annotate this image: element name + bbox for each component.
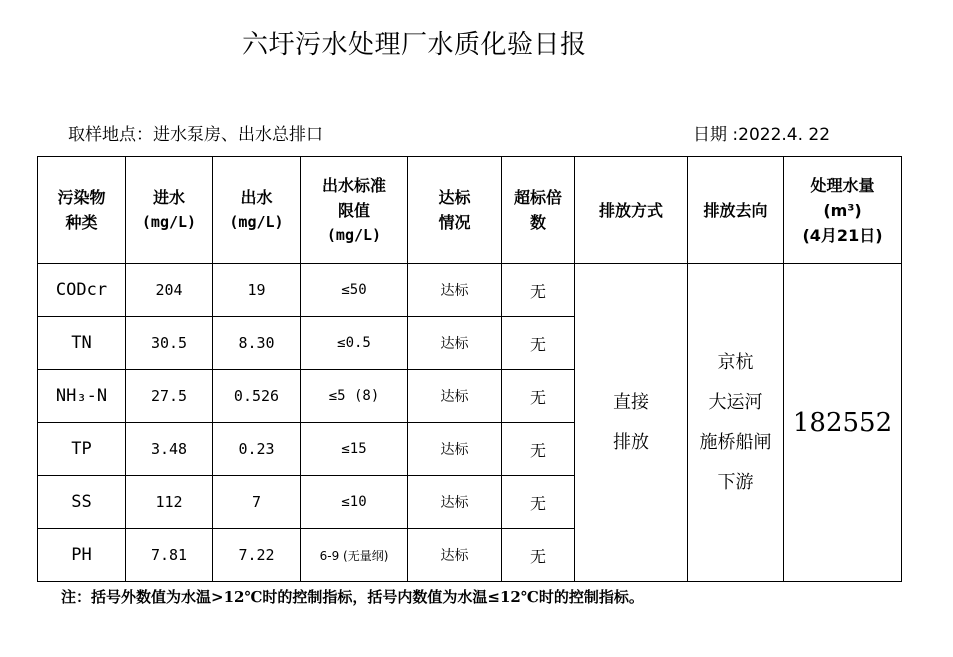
header-effluent xyxy=(213,157,301,264)
exceed-cell: 无 xyxy=(502,529,575,582)
influent-cell: 204 xyxy=(126,264,213,317)
effluent-cell: 7.22 xyxy=(213,529,301,582)
header-limit xyxy=(301,157,408,264)
pollutant-cell: CODcr xyxy=(38,264,126,317)
discharge-direction-line4: 下游 xyxy=(717,471,754,493)
exceed-cell: 无 xyxy=(502,423,575,476)
header-volume xyxy=(784,157,902,264)
discharge-method-line1: 直接 xyxy=(613,391,649,413)
header-status-line2: 情况 xyxy=(438,213,471,232)
influent-cell: 3.48 xyxy=(126,423,213,476)
pollutant-cell: PH xyxy=(38,529,126,582)
header-effluent-unit: (mg/L) xyxy=(229,213,284,231)
exceed-cell: 无 xyxy=(502,264,575,317)
status-cell: 达标 xyxy=(408,264,502,317)
header-influent-unit: (mg/L) xyxy=(141,213,197,231)
report-title: 六圩污水处理厂水质化验日报 xyxy=(242,30,587,60)
header-discharge-method: 排放方式 xyxy=(575,157,688,264)
report-date: 日期 :2022.4. 22 xyxy=(693,125,831,145)
header-limit-line1: 出水标准 xyxy=(321,175,386,195)
footnote: 注：括号外数值为水温>12℃时的控制指标，括号内数值为水温≤12℃时的控制指标。 xyxy=(61,588,644,606)
header-pollutant-line2: 种类 xyxy=(65,213,98,232)
header-influent-line1: 进水 xyxy=(152,188,185,207)
header-limit-line2: 限值 xyxy=(337,200,370,220)
influent-cell: 27.5 xyxy=(126,370,213,423)
header-exceed-line1: 超标倍 xyxy=(513,188,562,207)
exceed-cell: 无 xyxy=(502,476,575,529)
effluent-cell: 7 xyxy=(213,476,301,529)
header-discharge-direction: 排放去向 xyxy=(688,157,784,264)
limit-cell: ≤0.5 xyxy=(301,317,408,370)
discharge-direction-line2: 大运河 xyxy=(708,391,763,413)
influent-cell: 112 xyxy=(126,476,213,529)
pollutant-cell: TN xyxy=(38,317,126,370)
influent-cell: 7.81 xyxy=(126,529,213,582)
header-effluent-line1: 出水 xyxy=(240,188,273,207)
status-cell: 达标 xyxy=(408,476,502,529)
header-volume-unit: (m³) xyxy=(823,200,862,220)
pollutant-cell: TP xyxy=(38,423,126,476)
table-row xyxy=(38,264,902,317)
header-exceed-line2: 数 xyxy=(529,213,546,232)
header-exceed xyxy=(502,157,575,264)
exceed-cell: 无 xyxy=(502,370,575,423)
discharge-method-line2: 排放 xyxy=(613,431,649,453)
header-influent xyxy=(126,157,213,264)
header-pollutant-line1: 污染物 xyxy=(57,188,106,207)
header-status-line1: 达标 xyxy=(438,188,471,207)
status-cell: 达标 xyxy=(408,423,502,476)
discharge-direction-line3: 施桥船闸 xyxy=(699,431,772,453)
status-cell: 达标 xyxy=(408,370,502,423)
header-pollutant xyxy=(38,157,126,264)
limit-cell: 6-9 (无量纲) xyxy=(301,529,408,582)
effluent-cell: 0.23 xyxy=(213,423,301,476)
water-quality-table xyxy=(37,156,902,582)
header-limit-unit: (mg/L) xyxy=(326,225,382,244)
header-volume-line1: 处理水量 xyxy=(810,175,875,195)
limit-cell: ≤5 (8) xyxy=(301,370,408,423)
effluent-cell: 0.526 xyxy=(213,370,301,423)
exceed-cell: 无 xyxy=(502,317,575,370)
pollutant-cell: SS xyxy=(38,476,126,529)
header-status xyxy=(408,157,502,264)
discharge-direction-line1: 京杭 xyxy=(717,351,754,373)
status-cell: 达标 xyxy=(408,529,502,582)
effluent-cell: 19 xyxy=(213,264,301,317)
influent-cell: 30.5 xyxy=(126,317,213,370)
limit-cell: ≤10 xyxy=(301,476,408,529)
status-cell: 达标 xyxy=(408,317,502,370)
limit-cell: ≤15 xyxy=(301,423,408,476)
header-row xyxy=(38,157,902,264)
sampling-location: 取样地点：进水泵房、出水总排口 xyxy=(68,125,323,145)
treated-volume-cell: 182552 xyxy=(784,264,902,582)
discharge-method-cell xyxy=(575,264,688,582)
header-volume-date: (4月21日) xyxy=(802,225,883,245)
pollutant-cell: NH₃-N xyxy=(38,370,126,423)
discharge-direction-cell xyxy=(688,264,784,582)
effluent-cell: 8.30 xyxy=(213,317,301,370)
limit-cell: ≤50 xyxy=(301,264,408,317)
